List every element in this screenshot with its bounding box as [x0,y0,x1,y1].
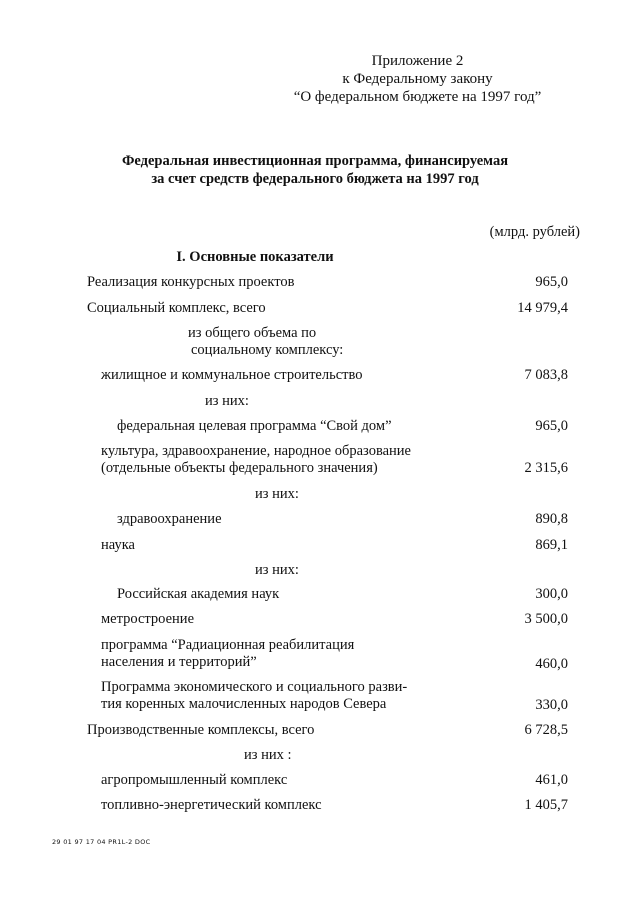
file-footer: 29 01 97 17 04 PR1L-2 DOC [52,838,151,846]
row-value: 300,0 [535,586,568,602]
row-label-line-1: Программа экономического и социального разви- [101,679,408,695]
row-label-line-1: культура, здравоохранение, народное образование [101,443,411,459]
row-label: метростроение [101,611,195,627]
row-value: 14 979,4 [517,300,568,316]
row-label: Реализация конкурсных проектов [87,274,295,290]
row-label: федеральная целевая программа “Свой дом” [117,418,392,434]
subtotal-note: из них: [255,486,299,502]
row-label: наука [101,537,135,553]
row-label: топливно-энергетический комплекс [101,797,322,813]
row-label-line-2: населения и территорий” [101,654,257,670]
row-label [101,443,411,477]
row-label-line-2: тия коренных малочисленных народов Севера [101,696,387,712]
row-value: 330,0 [535,697,568,713]
row-value: 869,1 [535,537,568,553]
row-label: агропромышленный комплекс [101,772,288,788]
row-value: 965,0 [535,418,568,434]
appendix-line-3: “О федеральном бюджете на 1997 год” [293,89,542,105]
subtotal-note [188,325,343,359]
appendix-line-2: к Федеральному закону [342,71,493,87]
row-label: здравоохранение [117,511,222,527]
row-label: Российская академия наук [117,586,280,602]
row-value: 460,0 [535,656,568,672]
row-label [101,679,407,713]
table-row [0,443,640,477]
section-heading: I. Основные показатели [176,249,334,265]
title-line-1: Федеральная инвестиционная программа, финансируемая [121,153,509,169]
row-value: 7 083,8 [524,367,568,383]
subtotal-note: из них: [255,562,299,578]
note-line-1: из общего объема по [188,325,317,341]
row-value: 3 500,0 [524,611,568,627]
subtotal-note: из них : [244,747,292,763]
row-label-line-1: программа “Радиационная реабилитация [101,637,355,653]
table-row [0,637,640,671]
row-label [101,637,354,671]
units-label: (млрд. рублей) [489,224,580,240]
row-value: 890,8 [535,511,568,527]
table-row [0,679,640,713]
subtotal-note: из них: [205,393,249,409]
row-value: 461,0 [535,772,568,788]
row-label: жилищное и коммунальное строительство [101,367,363,383]
document-title [60,152,570,188]
row-value: 965,0 [535,274,568,290]
appendix-line-1: Приложение 2 [371,53,464,69]
row-value: 1 405,7 [524,797,568,813]
appendix-header [250,52,585,106]
note-line-2: социальному комплексу: [191,342,344,358]
row-label: Производственные комплексы, всего [87,722,315,738]
row-value: 2 315,6 [524,460,568,476]
row-value: 6 728,5 [524,722,568,738]
title-line-2: за счет средств федерального бюджета на 1997 год [151,171,479,187]
row-label-line-2: (отдельные объекты федерального значения) [101,460,378,476]
row-label: Социальный комплекс, всего [87,300,266,316]
